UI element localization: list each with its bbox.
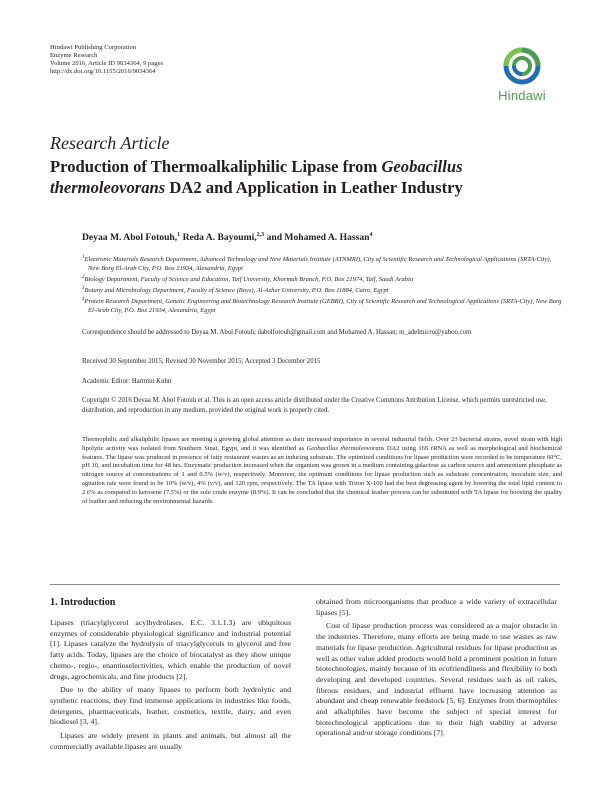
- affiliations: [82, 254, 562, 315]
- title-italic: Geobacillus thermoleovorans: [50, 157, 463, 197]
- author-3: [267, 232, 373, 243]
- affiliation-sup: 1: [82, 255, 85, 260]
- intro-paragraph-1: Lipases (triacylglycerol acylhydrolases, E.C. 3.1.1.3) are ubiquitous enzymes of considerable physiological significance and industrial potential [1]. Lipases catalyze the hydrolysis of triacylglycerols to glycerol and free fatty acids. Today, lipases are the choice of biocatalyst as they show unique chemo-, regio-, enantioselectivities, which enable the production of novel drugs, agrochemicals, and fine products [2].: [50, 618, 291, 681]
- hindawi-logo-text: Hindawi: [498, 88, 546, 103]
- affiliation-text: Protein Research Department, Genetic Engineering and Biotechnology Research Institute (GEBRI), City of Scientific Research and Technological Applications (SRTA-City), New Borg El-Arab City, P.O. Box 21934, Alexandria, Egypt: [84, 297, 562, 314]
- affiliation-sup: 4: [82, 296, 85, 302]
- abstract: [82, 436, 562, 506]
- author-list: [82, 232, 372, 243]
- author-name: Deyaa M. Abol Fotouh,: [82, 232, 178, 244]
- affiliation-sup: 3: [82, 285, 85, 291]
- author-affil-sup: 2,3: [256, 232, 265, 238]
- affiliation-4: [82, 296, 562, 316]
- affiliation-text: Electronic Materials Research Department, Advanced Technology and New Materials Institute (ATNMRI), City of Scientific Research and Technological Applications (SRTA-City), New Borg El-Arab City, P.O. Box 21934, Alexandria, Egypt: [84, 256, 552, 272]
- article-type: Research Article: [50, 133, 170, 153]
- body-column-left: [50, 597, 291, 752]
- abstract-text-2: DA2 using 16S rRNA as well as morphological and biochemical features. The lipase was produced in presence of fatty restaurant wastes as an inducing substrate. The optimized conditions for lipase production were recorded to be temperature 60°C, pH 10, and incubation time for 48 hrs. Enzymatic production increased when the organism was grown in a medium containing galactose as carbon source and ammonium phosphate as nitrogen source at concentrations of 1 and 0.5% (w/v), respectively. Moreover, the optimum conditions for lipase production such as substrate concentration, inoculum size, and agitation rate were found to be 10% (w/v), 4% (v/v), and 120 rpm, respectively. The TA lipase with Triton X-100 had the best degreasing agent by lowering the total lipid content to 2.6% as compared to kerosene (7.5%) or the sole crude enzyme (8.9%). It can be concluded that the chemical leather process can be substituted with TA lipase for boosting the quality of leather and reducing the environmental hazards.: [82, 444, 562, 505]
- volume-line: Volume 2016, Article ID 9034364, 9 pages: [50, 60, 164, 67]
- intro-paragraph-4: obtained from microorganisms that produce a wide variety of extracellular lipases [5].: [316, 597, 557, 617]
- affiliation-1: [82, 254, 562, 274]
- academic-editor: Academic Editor: Hartmut Kuhn: [82, 378, 172, 385]
- journal-name: Enzyme Research: [50, 52, 98, 59]
- hindawi-logo-icon: [502, 46, 542, 86]
- affiliation-text: Botany and Microbiology Department, Faculty of Science (Boys), Al-Azhar University, P.O. Box 11884, Cairo, Egypt: [84, 286, 389, 294]
- author-affil-sup: 4: [369, 232, 373, 238]
- publication-info: [50, 44, 163, 76]
- title-part-2: DA2 and Application in Leather Industry: [165, 178, 463, 197]
- intro-paragraph-3: Lipases are widely present in plants and animals, but almost all the commercially available lipases are usually: [50, 731, 291, 751]
- affiliation-2: [82, 274, 562, 285]
- doi-link[interactable]: http://dx.doi.org/10.1155/2016/9034364: [50, 68, 156, 75]
- correspondence: Correspondence should be addressed to Deyaa M. Abol Fotouh; dabolfotouh@gmail.com and Mohamed A. Hassan; m_adelmicro@yahoo.com: [82, 329, 472, 336]
- section-heading: 1. Introduction: [50, 597, 116, 608]
- article-title: [50, 156, 560, 198]
- intro-paragraph-5: Cost of lipase production process was considered as a major obstacle in the industries. Therefore, many efforts are being made to use wastes as raw materials for lipase production. Agricultural residues for lipase production as well as other value added products would hold a prominent position in future biotechnologies, mainly because of its ecofriendliness and flexibility to both developing and developed countries. Several residues such as oil cakes, fibrous residues, and industrial effluent have increasing attention as abundant and cheap renewable feedstock [5, 6]. Enzymes from thermophiles and alkaliphiles have become the subject of special interest for biotechnological applications due to their high stability at adverse operational and/or storage conditions [7].: [316, 621, 557, 738]
- affiliation-sup: 2: [82, 274, 85, 280]
- section-divider: [50, 584, 560, 585]
- author-1: [82, 232, 180, 243]
- hindawi-logo: [487, 46, 557, 108]
- author-name: and Mohamed A. Hassan: [266, 232, 370, 244]
- body-column-right: [316, 597, 557, 739]
- publisher-name: Hindawi Publishing Corporation: [50, 44, 137, 51]
- abstract-species: Geobacillus thermoleovorans: [306, 444, 385, 452]
- intro-paragraph-2: Due to the ability of many lipases to perform both hydrolytic and synthetic reactions, they find immense applications in industries like foods, detergents, pharmaceuticals, leather, cosmetics, textile, dairy, and even biodiesel [3, 4].: [50, 685, 291, 727]
- abstract-text-1: Thermophilic and alkaliphilic lipases are meeting a growing global attention as their increased importance in several industrial fields. Over 23 bacterial strains, novel strain with high lipolytic activity was isolated from Southern Sinai, Egypt, and it was identified as: [82, 436, 562, 452]
- affiliation-text: Biology Department, Faculty of Science and Education, Taif University, Khormah Branch, P.O. Box 21974, Taif, Saudi Arabia: [84, 275, 414, 283]
- received-dates: Received 30 September 2015; Revised 30 November 2015; Accepted 3 December 2015: [82, 358, 321, 365]
- copyright-notice: Copyright © 2016 Deyaa M. Abol Fotouh et al. This is an open access article distributed under the Creative Commons Attribution License, which permits unrestricted use, distribution, and reproduction in any medium, provided the original work is properly cited.: [82, 397, 547, 414]
- author-2: [183, 232, 265, 243]
- author-affil-sup: 1: [177, 232, 181, 238]
- affiliation-3: [82, 285, 562, 296]
- author-name: Reda A. Bayoumi,: [182, 232, 257, 244]
- title-part-1: Production of Thermoalkaliphilic Lipase from: [50, 157, 382, 176]
